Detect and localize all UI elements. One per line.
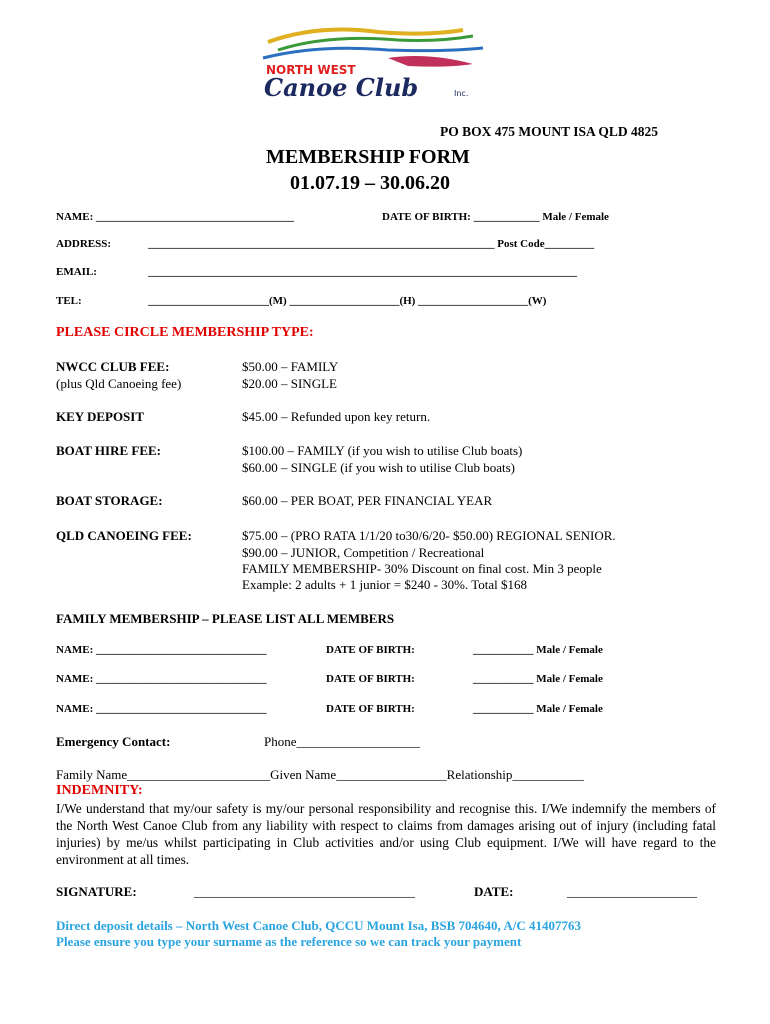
family-dob-label: DATE OF BIRTH:: [326, 703, 415, 715]
deposit-reference-note: Please ensure you type your surname as the reference so we can track your payment: [56, 934, 522, 949]
date-label: DATE:: [474, 884, 514, 899]
fee-value[interactable]: $100.00 – FAMILY (if you wish to utilise Club boats): [242, 443, 523, 458]
fee-label: BOAT HIRE FEE:: [56, 443, 161, 458]
fee-label: BOAT STORAGE:: [56, 493, 163, 508]
family-dob-label: DATE OF BIRTH:: [326, 644, 415, 656]
form-period: 01.07.19 – 30.06.20: [290, 172, 450, 194]
address-label: ADDRESS:: [56, 238, 112, 250]
deposit-details: Direct deposit details – North West Canoe Club, QCCU Mount Isa, BSB 704640, A/C 41407763: [56, 918, 581, 933]
indemnity-text: I/We understand that my/our safety is my/our personal responsibility and recognise this. I/We indemnify the members of the North West Canoe Club from any liability with respect to claims from damages arising out of injury (including fatal injuries) by me/us whilst participating in Club activities and/or using Club equipment. I/We will have regard to the environment at all times.: [56, 801, 716, 867]
family-dob-label: DATE OF BIRTH:: [326, 673, 415, 685]
fee-value: FAMILY MEMBERSHIP- 30% Discount on final cost. Min 3 people: [242, 561, 602, 576]
fee-value[interactable]: $60.00 – PER BOAT, PER FINANCIAL YEAR: [242, 493, 493, 508]
emergency-phone-field[interactable]: Phone___________________: [264, 734, 420, 749]
fee-label: NWCC CLUB FEE:: [56, 359, 170, 374]
logo-text-canoe-club: Canoe Club: [264, 73, 419, 102]
dob-field[interactable]: DATE OF BIRTH: ____________ Male / Female: [382, 211, 609, 223]
tel-field[interactable]: ______________________(M) ____________________(H) ____________________(W): [148, 295, 547, 307]
logo-text-inc: Inc.: [454, 89, 469, 98]
tel-label: TEL:: [56, 295, 82, 307]
family-heading: FAMILY MEMBERSHIP – PLEASE LIST ALL MEMBERS: [56, 611, 395, 626]
signature-label: SIGNATURE:: [56, 884, 137, 899]
family-name-field[interactable]: NAME: _______________________________: [56, 673, 267, 685]
family-name-field[interactable]: NAME: _______________________________: [56, 703, 267, 715]
logo-text-north-west: NORTH WEST: [266, 63, 356, 77]
indemnity-heading: INDEMNITY:: [56, 783, 143, 798]
family-gender-field[interactable]: ___________ Male / Female: [473, 644, 603, 656]
family-name-field[interactable]: NAME: _______________________________: [56, 644, 267, 656]
fee-value[interactable]: $90.00 – JUNIOR, Competition / Recreational: [242, 545, 485, 560]
fee-label: QLD CANOEING FEE:: [56, 528, 192, 543]
fee-value: Example: 2 adults + 1 junior = $240 - 30%. Total $168: [242, 577, 528, 592]
fee-sublabel: (plus Qld Canoeing fee): [56, 376, 182, 391]
family-gender-field[interactable]: ___________ Male / Female: [473, 673, 603, 685]
po-box-address: PO BOX 475 MOUNT ISA QLD 4825: [440, 124, 659, 139]
circle-membership-heading: PLEASE CIRCLE MEMBERSHIP TYPE:: [56, 325, 314, 340]
name-field[interactable]: NAME: ____________________________________: [56, 211, 295, 223]
fee-value[interactable]: $45.00 – Refunded upon key return.: [242, 409, 431, 424]
email-field[interactable]: ______________________________________________________________________________: [148, 266, 577, 278]
emergency-names-field[interactable]: Family Name______________________Given Name_________________Relationship___________: [56, 767, 584, 782]
date-field[interactable]: ____________________: [567, 884, 697, 899]
fee-value[interactable]: $50.00 – FAMILY: [242, 359, 339, 374]
form-title: MEMBERSHIP FORM: [266, 146, 470, 168]
fee-label: KEY DEPOSIT: [56, 409, 145, 424]
fee-value[interactable]: $20.00 – SINGLE: [242, 376, 337, 391]
fee-value[interactable]: $60.00 – SINGLE (if you wish to utilise Club boats): [242, 460, 515, 475]
family-gender-field[interactable]: ___________ Male / Female: [473, 703, 603, 715]
club-logo: [258, 22, 488, 102]
fee-value[interactable]: $75.00 – (PRO RATA 1/1/20 to30/6/20- $50.00) REGIONAL SENIOR.: [242, 528, 616, 543]
signature-field[interactable]: __________________________________: [194, 884, 415, 899]
address-field[interactable]: _______________________________________________________________ Post Code_________: [148, 238, 595, 250]
email-label: EMAIL:: [56, 266, 97, 278]
emergency-contact-label: Emergency Contact:: [56, 734, 171, 749]
